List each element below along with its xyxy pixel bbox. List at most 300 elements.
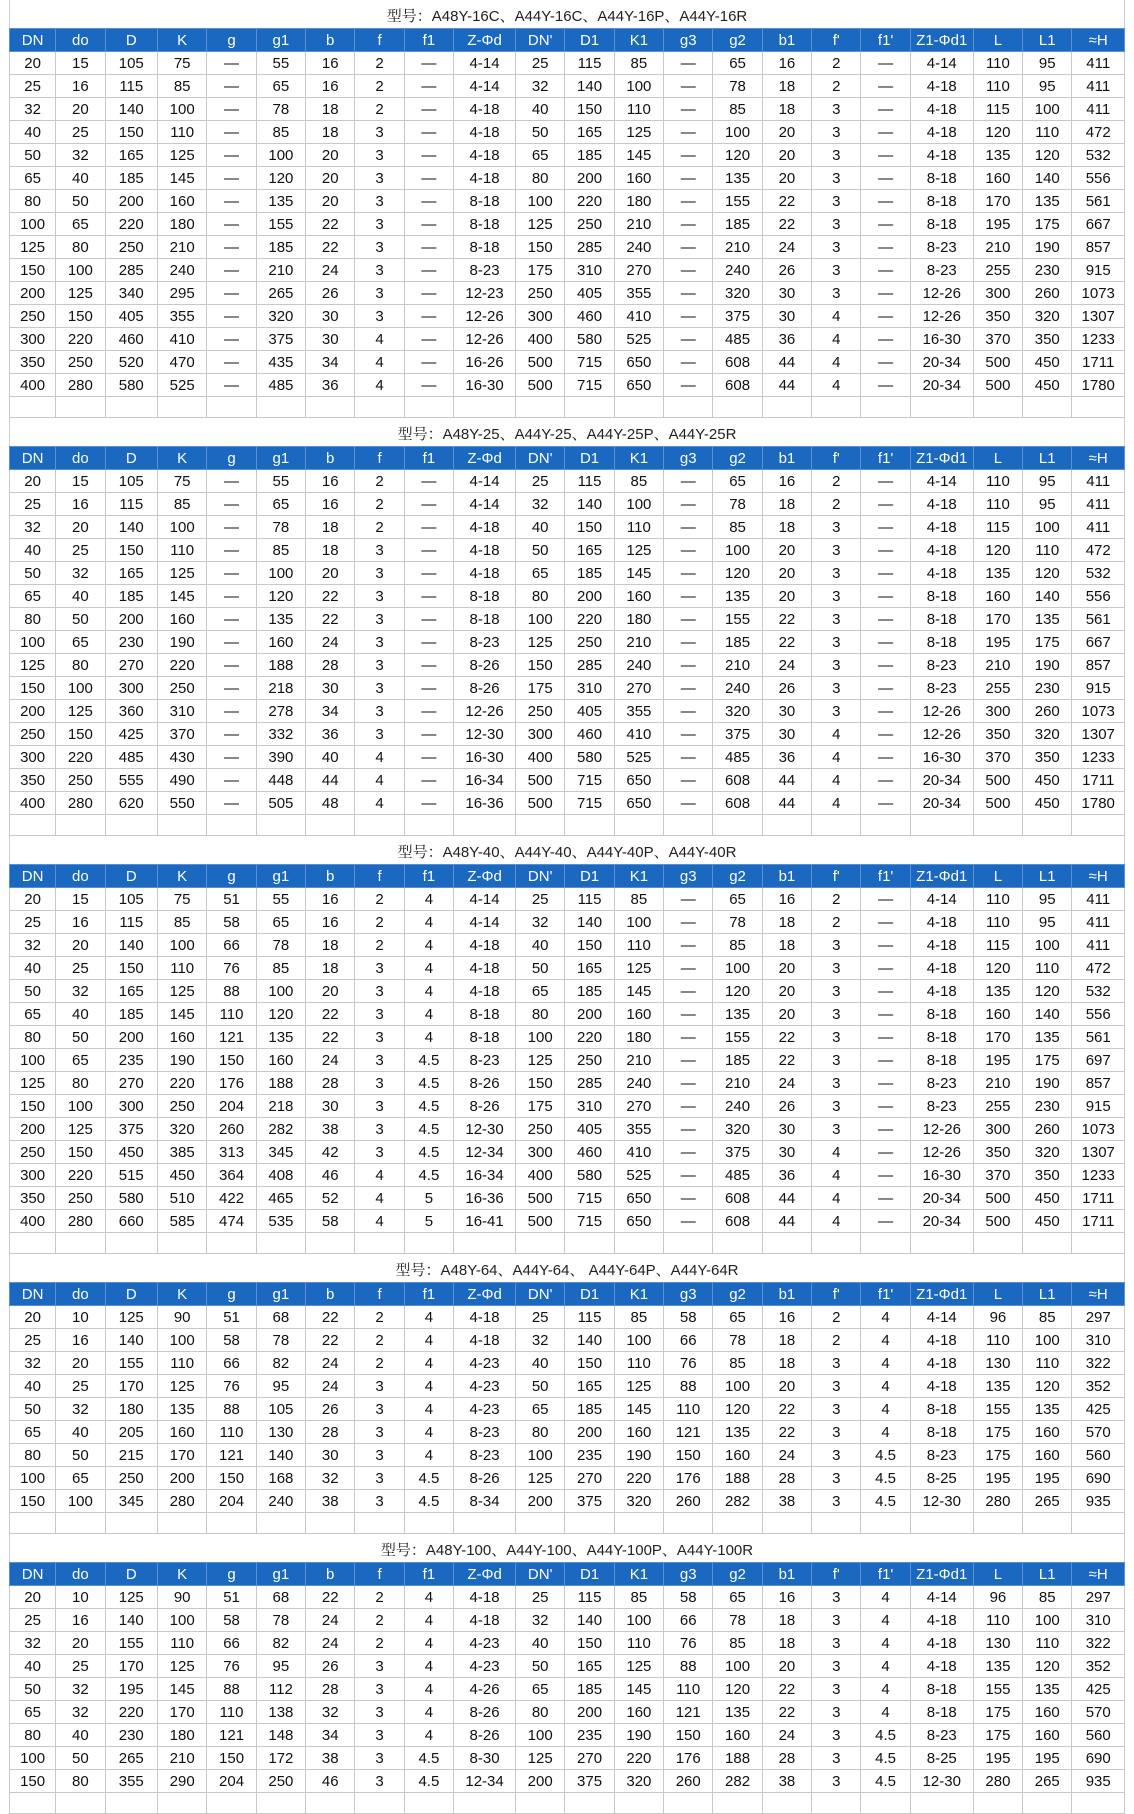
- column-header: L1: [1023, 1283, 1072, 1306]
- table-cell: 3: [355, 585, 404, 608]
- table-cell: —: [404, 585, 453, 608]
- table-cell: 80: [10, 190, 56, 213]
- table-cell: 32: [56, 1678, 105, 1701]
- table-cell: 400: [516, 746, 565, 769]
- table-cell: 112: [256, 1678, 305, 1701]
- table-cell: 20: [762, 1655, 811, 1678]
- table-cell: 250: [10, 723, 56, 746]
- table-cell: 4.5: [404, 1747, 453, 1770]
- column-header: L: [973, 447, 1022, 470]
- table-cell: 180: [614, 1026, 663, 1049]
- table-cell: 355: [614, 282, 663, 305]
- table-row: [10, 282, 1125, 305]
- table-cell: 50: [516, 539, 565, 562]
- table-cell: 715: [565, 351, 614, 374]
- table-cell: 130: [973, 1632, 1022, 1655]
- table-cell: 250: [158, 1095, 207, 1118]
- table-cell: —: [664, 1118, 713, 1141]
- table-cell: 155: [973, 1398, 1022, 1421]
- empty-cell: [565, 1793, 614, 1814]
- table-cell: 500: [973, 351, 1022, 374]
- table-cell: 176: [664, 1467, 713, 1490]
- table-cell: 278: [256, 700, 305, 723]
- table-cell: 4.5: [404, 1164, 453, 1187]
- table-cell: 220: [565, 1026, 614, 1049]
- column-header: g3: [664, 1283, 713, 1306]
- table-cell: —: [664, 98, 713, 121]
- table-cell: 95: [1023, 493, 1072, 516]
- table-cell: —: [404, 351, 453, 374]
- table-row: [10, 1072, 1125, 1095]
- table-cell: 50: [56, 1444, 105, 1467]
- table-cell: —: [664, 888, 713, 911]
- column-header: L: [973, 865, 1022, 888]
- table-cell: 390: [256, 746, 305, 769]
- table-cell: 4: [355, 769, 404, 792]
- column-header: ≈H: [1072, 865, 1125, 888]
- table-cell: 8-26: [454, 677, 516, 700]
- table-row: [10, 1026, 1125, 1049]
- table-row: [10, 167, 1125, 190]
- table-row: [10, 539, 1125, 562]
- table-cell: —: [664, 516, 713, 539]
- table-cell: 210: [713, 236, 762, 259]
- table-cell: 200: [516, 1770, 565, 1793]
- table-cell: —: [861, 562, 910, 585]
- table-cell: 160: [973, 167, 1022, 190]
- table-cell: 8-26: [454, 1701, 516, 1724]
- table-cell: 310: [1072, 1609, 1125, 1632]
- table-cell: 78: [713, 911, 762, 934]
- table-cell: 2: [355, 888, 404, 911]
- table-cell: —: [404, 539, 453, 562]
- table-cell: —: [207, 190, 256, 213]
- table-cell: 18: [762, 1352, 811, 1375]
- table-cell: 80: [516, 1003, 565, 1026]
- table-cell: 1780: [1072, 374, 1125, 397]
- table-cell: 36: [762, 1164, 811, 1187]
- empty-cell: [207, 1513, 256, 1534]
- table-cell: 65: [713, 52, 762, 75]
- table-cell: 4.5: [404, 1049, 453, 1072]
- table-cell: 105: [105, 888, 157, 911]
- column-header: f': [812, 865, 861, 888]
- column-header: f': [812, 29, 861, 52]
- table-cell: —: [207, 700, 256, 723]
- empty-cell: [256, 1233, 305, 1254]
- table-cell: 125: [158, 1375, 207, 1398]
- empty-cell: [105, 1233, 157, 1254]
- table-cell: 4: [812, 374, 861, 397]
- table-cell: 2: [355, 1329, 404, 1352]
- empty-cell: [812, 397, 861, 418]
- table-cell: 300: [10, 1164, 56, 1187]
- empty-cell: [762, 1233, 811, 1254]
- table-cell: 100: [56, 259, 105, 282]
- table-row: [10, 792, 1125, 815]
- table-cell: 25: [516, 1586, 565, 1609]
- table-cell: 355: [614, 1118, 663, 1141]
- table-cell: 110: [614, 1632, 663, 1655]
- table-cell: —: [404, 654, 453, 677]
- table-cell: 16: [56, 75, 105, 98]
- table-cell: —: [207, 631, 256, 654]
- table-cell: 4.5: [404, 1467, 453, 1490]
- table-cell: 260: [207, 1118, 256, 1141]
- table-cell: 345: [105, 1490, 157, 1513]
- table-cell: 150: [516, 236, 565, 259]
- table-cell: 532: [1072, 980, 1125, 1003]
- table-cell: 30: [762, 305, 811, 328]
- table-cell: 121: [207, 1444, 256, 1467]
- table-cell: —: [207, 539, 256, 562]
- table-cell: 4-18: [910, 539, 973, 562]
- table-cell: 8-25: [910, 1747, 973, 1770]
- table-cell: 8-18: [910, 1701, 973, 1724]
- table-cell: 2: [355, 516, 404, 539]
- table-cell: 620: [105, 792, 157, 815]
- table-cell: 4.5: [404, 1118, 453, 1141]
- empty-cell: [1023, 397, 1072, 418]
- table-cell: —: [861, 52, 910, 75]
- table-cell: 3: [355, 1049, 404, 1072]
- table-cell: 4.5: [861, 1770, 910, 1793]
- empty-cell: [910, 1233, 973, 1254]
- table-cell: 150: [207, 1747, 256, 1770]
- table-cell: 350: [10, 351, 56, 374]
- table-cell: 3: [812, 1375, 861, 1398]
- table-cell: 3: [812, 213, 861, 236]
- table-cell: 320: [713, 700, 762, 723]
- column-header: b: [306, 1283, 355, 1306]
- table-cell: 22: [306, 585, 355, 608]
- table-cell: 80: [56, 654, 105, 677]
- table-cell: 138: [256, 1701, 305, 1724]
- column-header: do: [56, 1563, 105, 1586]
- table-cell: 65: [516, 980, 565, 1003]
- table-cell: 350: [1023, 1164, 1072, 1187]
- table-cell: 120: [713, 1678, 762, 1701]
- table-cell: 115: [565, 470, 614, 493]
- table-cell: 608: [713, 351, 762, 374]
- table-cell: 145: [614, 562, 663, 585]
- table-cell: 110: [614, 934, 663, 957]
- table-row: [10, 700, 1125, 723]
- table-cell: 8-23: [910, 236, 973, 259]
- table-cell: 78: [713, 493, 762, 516]
- table-cell: 135: [256, 1026, 305, 1049]
- column-header: g1: [256, 447, 305, 470]
- table-cell: 80: [10, 608, 56, 631]
- table-cell: —: [664, 121, 713, 144]
- table-cell: 125: [10, 236, 56, 259]
- table-cell: —: [861, 351, 910, 374]
- table-cell: 20: [762, 1375, 811, 1398]
- table-cell: 30: [306, 1095, 355, 1118]
- column-header: f': [812, 447, 861, 470]
- table-row: [10, 1398, 1125, 1421]
- table-cell: 16: [56, 1609, 105, 1632]
- table-cell: 140: [105, 1329, 157, 1352]
- table-cell: —: [207, 792, 256, 815]
- table-cell: 20: [56, 1632, 105, 1655]
- table-cell: 135: [256, 608, 305, 631]
- table-cell: 650: [614, 792, 663, 815]
- table-cell: 135: [1023, 608, 1072, 631]
- table-cell: 3: [355, 957, 404, 980]
- table-cell: 95: [1023, 888, 1072, 911]
- table-cell: 561: [1072, 190, 1125, 213]
- table-cell: 155: [713, 1026, 762, 1049]
- table-cell: 140: [565, 911, 614, 934]
- table-cell: 320: [1023, 305, 1072, 328]
- table-cell: 95: [1023, 52, 1072, 75]
- column-header: f1': [861, 29, 910, 52]
- table-cell: 125: [158, 980, 207, 1003]
- table-cell: 22: [306, 608, 355, 631]
- table-cell: —: [404, 562, 453, 585]
- table-cell: 16: [762, 1586, 811, 1609]
- table-cell: 4: [812, 746, 861, 769]
- table-cell: 165: [565, 957, 614, 980]
- table-cell: 500: [516, 1210, 565, 1233]
- table-cell: 170: [105, 1375, 157, 1398]
- table-cell: 8-18: [910, 1003, 973, 1026]
- table-cell: 265: [105, 1747, 157, 1770]
- table-cell: 320: [158, 1118, 207, 1141]
- table-cell: 40: [56, 1724, 105, 1747]
- table-cell: 22: [306, 236, 355, 259]
- empty-cell: [614, 1513, 663, 1534]
- table-cell: 3: [812, 700, 861, 723]
- table-cell: 425: [1072, 1678, 1125, 1701]
- table-cell: 145: [158, 1003, 207, 1026]
- table-cell: 230: [1023, 1095, 1072, 1118]
- column-header: K1: [614, 1563, 663, 1586]
- table-cell: 150: [565, 1352, 614, 1375]
- table-cell: 24: [762, 654, 811, 677]
- table-cell: 3: [812, 1609, 861, 1632]
- table-cell: 3: [812, 608, 861, 631]
- table-cell: 8-18: [910, 167, 973, 190]
- table-cell: 260: [1023, 1118, 1072, 1141]
- empty-cell: [10, 815, 56, 836]
- table-cell: 140: [1023, 585, 1072, 608]
- table-cell: 3: [355, 259, 404, 282]
- table-cell: 1233: [1072, 746, 1125, 769]
- table-cell: 24: [306, 1609, 355, 1632]
- column-header: Z1-Φd1: [910, 1283, 973, 1306]
- column-header: L1: [1023, 29, 1072, 52]
- table-cell: 3: [355, 1398, 404, 1421]
- table-cell: —: [404, 746, 453, 769]
- table-cell: 300: [973, 282, 1022, 305]
- table-cell: 8-18: [910, 213, 973, 236]
- table-cell: 195: [973, 1467, 1022, 1490]
- table-cell: 172: [256, 1747, 305, 1770]
- table-cell: 210: [973, 654, 1022, 677]
- table-cell: 120: [1023, 562, 1072, 585]
- table-cell: 100: [158, 1609, 207, 1632]
- table-cell: 40: [10, 539, 56, 562]
- table-row: [10, 1118, 1125, 1141]
- table-cell: 4: [812, 769, 861, 792]
- table-cell: 16-30: [910, 1164, 973, 1187]
- table-cell: —: [861, 470, 910, 493]
- table-cell: 150: [516, 1072, 565, 1095]
- table-cell: 125: [105, 1306, 157, 1329]
- table-cell: 2: [355, 911, 404, 934]
- table-cell: —: [404, 52, 453, 75]
- column-header: b1: [762, 865, 811, 888]
- table-cell: 210: [158, 236, 207, 259]
- table-cell: —: [861, 980, 910, 1003]
- table-cell: 4-18: [910, 98, 973, 121]
- table-cell: 65: [516, 1398, 565, 1421]
- table-cell: 375: [105, 1118, 157, 1141]
- table-cell: 4-18: [454, 516, 516, 539]
- empty-cell: [516, 1793, 565, 1814]
- empty-cell: [1072, 1513, 1125, 1534]
- table-cell: 915: [1072, 259, 1125, 282]
- table-cell: 8-18: [454, 1003, 516, 1026]
- table-cell: 65: [713, 470, 762, 493]
- table-cell: 155: [713, 608, 762, 631]
- table-cell: 240: [614, 236, 663, 259]
- empty-cell: [565, 1513, 614, 1534]
- table-cell: 34: [306, 700, 355, 723]
- column-header: L: [973, 29, 1022, 52]
- table-cell: 115: [105, 911, 157, 934]
- table-cell: 125: [614, 1375, 663, 1398]
- table-cell: 115: [973, 98, 1022, 121]
- table-cell: 65: [516, 144, 565, 167]
- table-cell: 140: [565, 493, 614, 516]
- table-cell: 3: [812, 516, 861, 539]
- table-cell: —: [664, 585, 713, 608]
- table-cell: 235: [565, 1724, 614, 1747]
- table-cell: 505: [256, 792, 305, 815]
- table-cell: 188: [256, 1072, 305, 1095]
- table-cell: 3: [355, 1747, 404, 1770]
- table-cell: —: [664, 539, 713, 562]
- table-cell: 65: [10, 1003, 56, 1026]
- table-cell: 65: [713, 888, 762, 911]
- table-cell: 160: [973, 585, 1022, 608]
- table-cell: 561: [1072, 1026, 1125, 1049]
- table-cell: 16: [56, 911, 105, 934]
- table-cell: 3: [355, 1141, 404, 1164]
- table-cell: —: [207, 723, 256, 746]
- table-cell: 22: [306, 1026, 355, 1049]
- table-cell: 345: [256, 1141, 305, 1164]
- table-cell: 160: [158, 608, 207, 631]
- table-cell: 100: [158, 934, 207, 957]
- table-cell: 40: [10, 957, 56, 980]
- table-cell: 4.5: [404, 1072, 453, 1095]
- table-cell: 22: [306, 1329, 355, 1352]
- table-cell: 500: [516, 351, 565, 374]
- table-cell: —: [861, 213, 910, 236]
- table-cell: 310: [158, 700, 207, 723]
- table-cell: 250: [105, 1467, 157, 1490]
- table-cell: 50: [516, 1375, 565, 1398]
- table-row: [10, 1632, 1125, 1655]
- table-row: [10, 190, 1125, 213]
- table-cell: 145: [158, 167, 207, 190]
- table-cell: 585: [158, 1210, 207, 1233]
- column-header: DN: [10, 29, 56, 52]
- table-cell: —: [207, 121, 256, 144]
- table-cell: 430: [158, 746, 207, 769]
- table-cell: 65: [516, 562, 565, 585]
- table-cell: 485: [105, 746, 157, 769]
- table-cell: 500: [973, 1187, 1022, 1210]
- table-cell: 28: [306, 1072, 355, 1095]
- table-cell: 210: [713, 654, 762, 677]
- table-cell: 265: [1023, 1770, 1072, 1793]
- table-cell: 175: [516, 677, 565, 700]
- table-cell: 40: [10, 1375, 56, 1398]
- table-cell: —: [861, 888, 910, 911]
- table-cell: 8-18: [454, 585, 516, 608]
- table-row: [10, 1770, 1125, 1793]
- table-cell: 4: [404, 1701, 453, 1724]
- table-cell: 12-26: [910, 1141, 973, 1164]
- table-cell: 385: [158, 1141, 207, 1164]
- empty-cell: [516, 1233, 565, 1254]
- table-cell: 556: [1072, 167, 1125, 190]
- table-cell: 215: [105, 1444, 157, 1467]
- table-cell: 450: [1023, 769, 1072, 792]
- table-cell: 135: [973, 1375, 1022, 1398]
- table-cell: —: [207, 98, 256, 121]
- table-cell: 250: [10, 305, 56, 328]
- empty-cell: [664, 1513, 713, 1534]
- table-cell: 4-18: [910, 911, 973, 934]
- table-cell: 485: [256, 374, 305, 397]
- table-cell: 34: [306, 351, 355, 374]
- table-cell: 450: [1023, 374, 1072, 397]
- table-cell: 4-14: [910, 52, 973, 75]
- empty-cell: [614, 815, 663, 836]
- table-cell: 3: [812, 259, 861, 282]
- empty-cell: [713, 1233, 762, 1254]
- table-cell: 4.5: [404, 1141, 453, 1164]
- table-row: [10, 608, 1125, 631]
- table-cell: —: [664, 1003, 713, 1026]
- table-cell: 4: [404, 1632, 453, 1655]
- table-cell: 135: [158, 1398, 207, 1421]
- table-cell: 4-18: [910, 562, 973, 585]
- table-cell: 32: [10, 1352, 56, 1375]
- table-cell: 240: [713, 677, 762, 700]
- table-cell: 115: [565, 888, 614, 911]
- column-header: Z-Φd: [454, 447, 516, 470]
- table-cell: 12-23: [454, 282, 516, 305]
- table-cell: 3: [812, 585, 861, 608]
- table-cell: 4-14: [910, 888, 973, 911]
- table-cell: 95: [1023, 470, 1072, 493]
- table-cell: 26: [306, 1655, 355, 1678]
- table-cell: 3: [812, 1444, 861, 1467]
- table-cell: 250: [516, 1118, 565, 1141]
- table-cell: —: [664, 746, 713, 769]
- table-cell: 310: [565, 259, 614, 282]
- table-cell: —: [207, 213, 256, 236]
- table-cell: —: [664, 677, 713, 700]
- table-cell: 50: [10, 144, 56, 167]
